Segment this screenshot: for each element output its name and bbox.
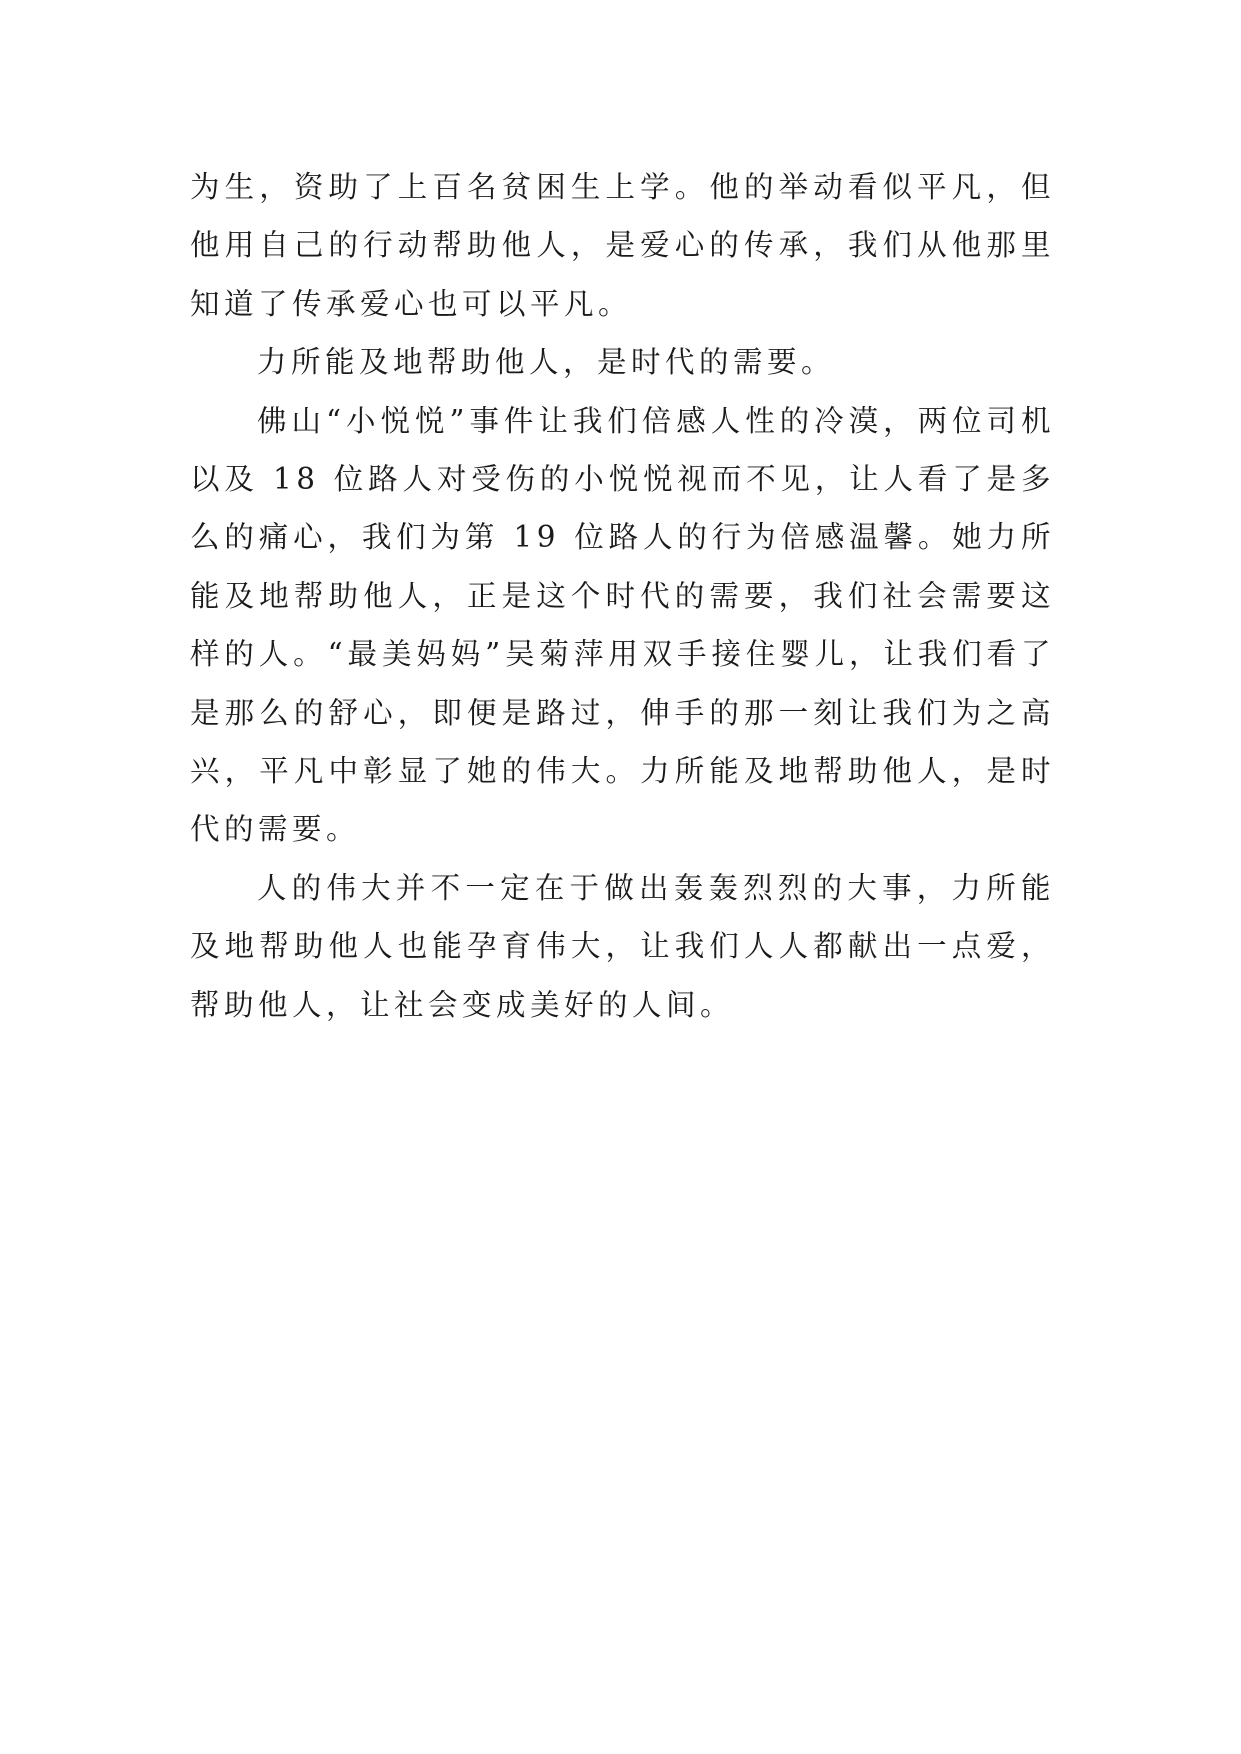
document-body: [190, 158, 1055, 1034]
paragraph: 为生，资助了上百名贫困生上学。他的举动看似平凡，但他用自己的行动帮助他人，是爱心的传承，我们从他那里知道了传承爱心也可以平凡。: [190, 170, 1055, 321]
paragraph: 佛山“小悦悦”事件让我们倍感人性的冷漠，两位司机以及 18 位路人对受伤的小悦悦视而不见，让人看了是多么的痛心，我们为第 19 位路人的行为倍感温馨。她力所能及地帮助他人，正是这个时代的需要，我们社会需要这样的人。“最美妈妈”吴菊萍用双手接住婴儿，让我们看了是那么的舒心，即便是路过，伸手的那一刻让我们为之高兴，平凡中彰显了她的伟大。力所能及地帮助他人，是时代的需要。: [190, 403, 1055, 847]
paragraph: 人的伟大并不一定在于做出轰轰烈烈的大事，力所能及地帮助他人也能孕育伟大，让我们人人都献出一点爱，帮助他人，让社会变成美好的人间。: [190, 870, 1055, 1022]
paragraph: 力所能及地帮助他人，是时代的需要。: [257, 345, 836, 380]
